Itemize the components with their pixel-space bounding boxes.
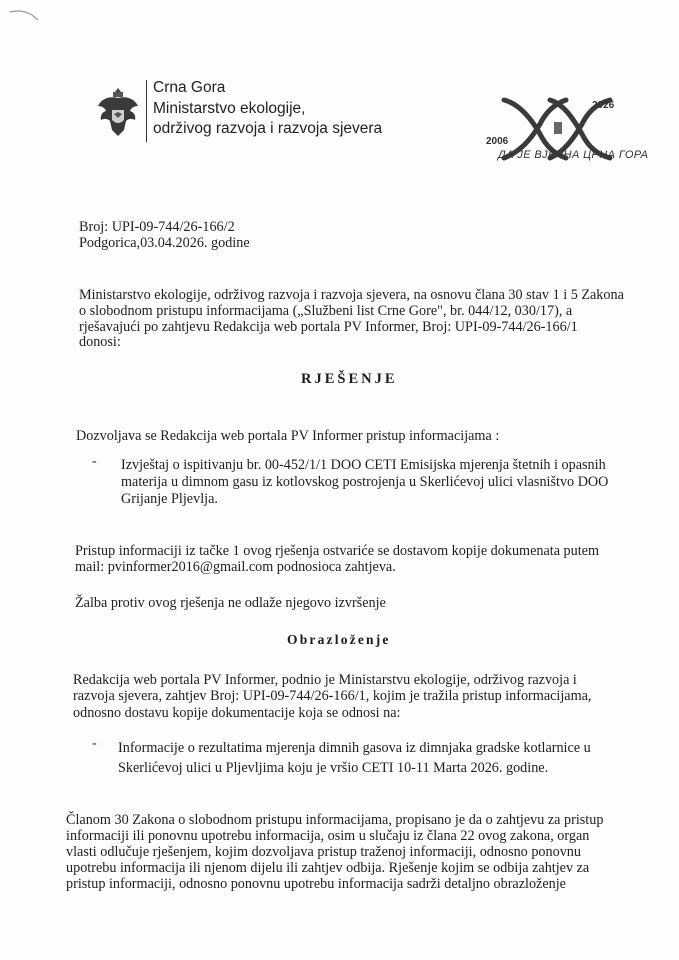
jubilee-year-start: 2006 [486, 136, 509, 147]
intro-line: o slobodnom pristupu informacijama („Službeni list Crne Gore", br. 044/12, 030/17), a [79, 303, 573, 319]
bullet-line: Skerlićevoj ulici u Pljevljima koju je vršio CETI 10-11 Marta 2026. godine. [118, 760, 549, 776]
org-line-ministry: Ministarstvo ekologije, [153, 99, 306, 117]
org-line-ministry-cont: održivog razvoja i razvoja sjevera [153, 120, 383, 137]
grant-line: Dozvoljava se Redakcija web portala PV Informer pristup informacijama : [76, 428, 500, 444]
law-line: Članom 30 Zakona o slobodnom pristupu informacijama, propisano je da o zahtjevu za pristup [66, 812, 604, 828]
header-divider [146, 80, 147, 142]
reasoning-line: razvoja sjevera, zahtjev Broj: UPI-09-744/26-166/1, kojim je tražila pristup informacijama, [73, 688, 592, 704]
law-line: pristup informaciji, odnosno ponovnu upotrebu informacija sadrži detaljno obrazloženje [66, 876, 566, 892]
reference-number: Broj: UPI-09-744/26-166/2 [79, 219, 235, 235]
jubilee-motto: ДА ЈЕ ВЈЕЧНА ЦРНА ГОРА [498, 149, 649, 161]
access-line: mail: pvinformer2016@gmail.com podnosioca zahtjeva. [75, 559, 396, 575]
org-line-country: Crna Gora [153, 79, 226, 96]
intro-line: Ministarstvo ekologije, održivog razvoja i razvoja sjevera, na osnovu člana 30 stav 1 i 5 Zakona [79, 287, 624, 303]
law-line: informaciji ili ponovnu upotrebu informacija, osim u slučaju iz člana 22 ovog zakona, organ [66, 828, 590, 844]
list-dash: - [92, 736, 97, 751]
intro-line: rješavajući po zahtjevu Redakcija web portala PV Informer, Broj: UPI-09-744/26-166/1 [79, 319, 578, 335]
place-and-date: Podgorica,03.04.2026. godine [79, 235, 250, 251]
reasoning-line: odnosno dostavu kopije dokumentacije koja se odnosi na: [73, 705, 401, 721]
bullet-line: Izvještaj o ispitivanju br. 00-452/1/1 DOO CETI Emisijska mjerenja štetnih i opasnih [121, 457, 606, 473]
bullet-line: Informacije o rezultatima mjerenja dimnih gasova iz dimnjaka gradske kotlarnice u [118, 740, 591, 756]
scan-artifact-mark [8, 6, 48, 22]
bullet-line: materija u dimnom gasu iz kotlovskog postrojenja u Skerlićevoj ulici vlasništvo DOO [121, 474, 609, 490]
jubilee-year-end: 2026 [592, 100, 615, 111]
list-dash: - [92, 454, 97, 469]
reasoning-line: Redakcija web portala PV Informer, podnio je Ministarstvu ekologije, održivog razvoja i [73, 672, 577, 688]
bullet-line: Grijanje Pljevlja. [121, 491, 218, 507]
appeal-line: Žalba protiv ovog rješenja ne odlaže njegovo izvršenje [75, 595, 386, 611]
intro-line: donosi: [79, 334, 121, 350]
reasoning-title: Obrazloženje [287, 632, 391, 647]
law-line: upotrebu informacija ili njenom dijelu ili zahtjev odbija. Rješenje kojim se odbija zahtjev za [66, 860, 590, 876]
law-line: vlasti odlučuje rješenjem, kojim dozvoljava pristup traženoj informaciji, odnosno ponovnu [66, 844, 581, 860]
decision-title: RJEŠENJE [301, 371, 398, 387]
ministry-header [153, 78, 382, 140]
access-line: Pristup informaciji iz tačke 1 ovog rješenja ostvariće se dostavom kopije dokumenata putem [75, 543, 600, 559]
coat-of-arms-icon [96, 86, 140, 138]
